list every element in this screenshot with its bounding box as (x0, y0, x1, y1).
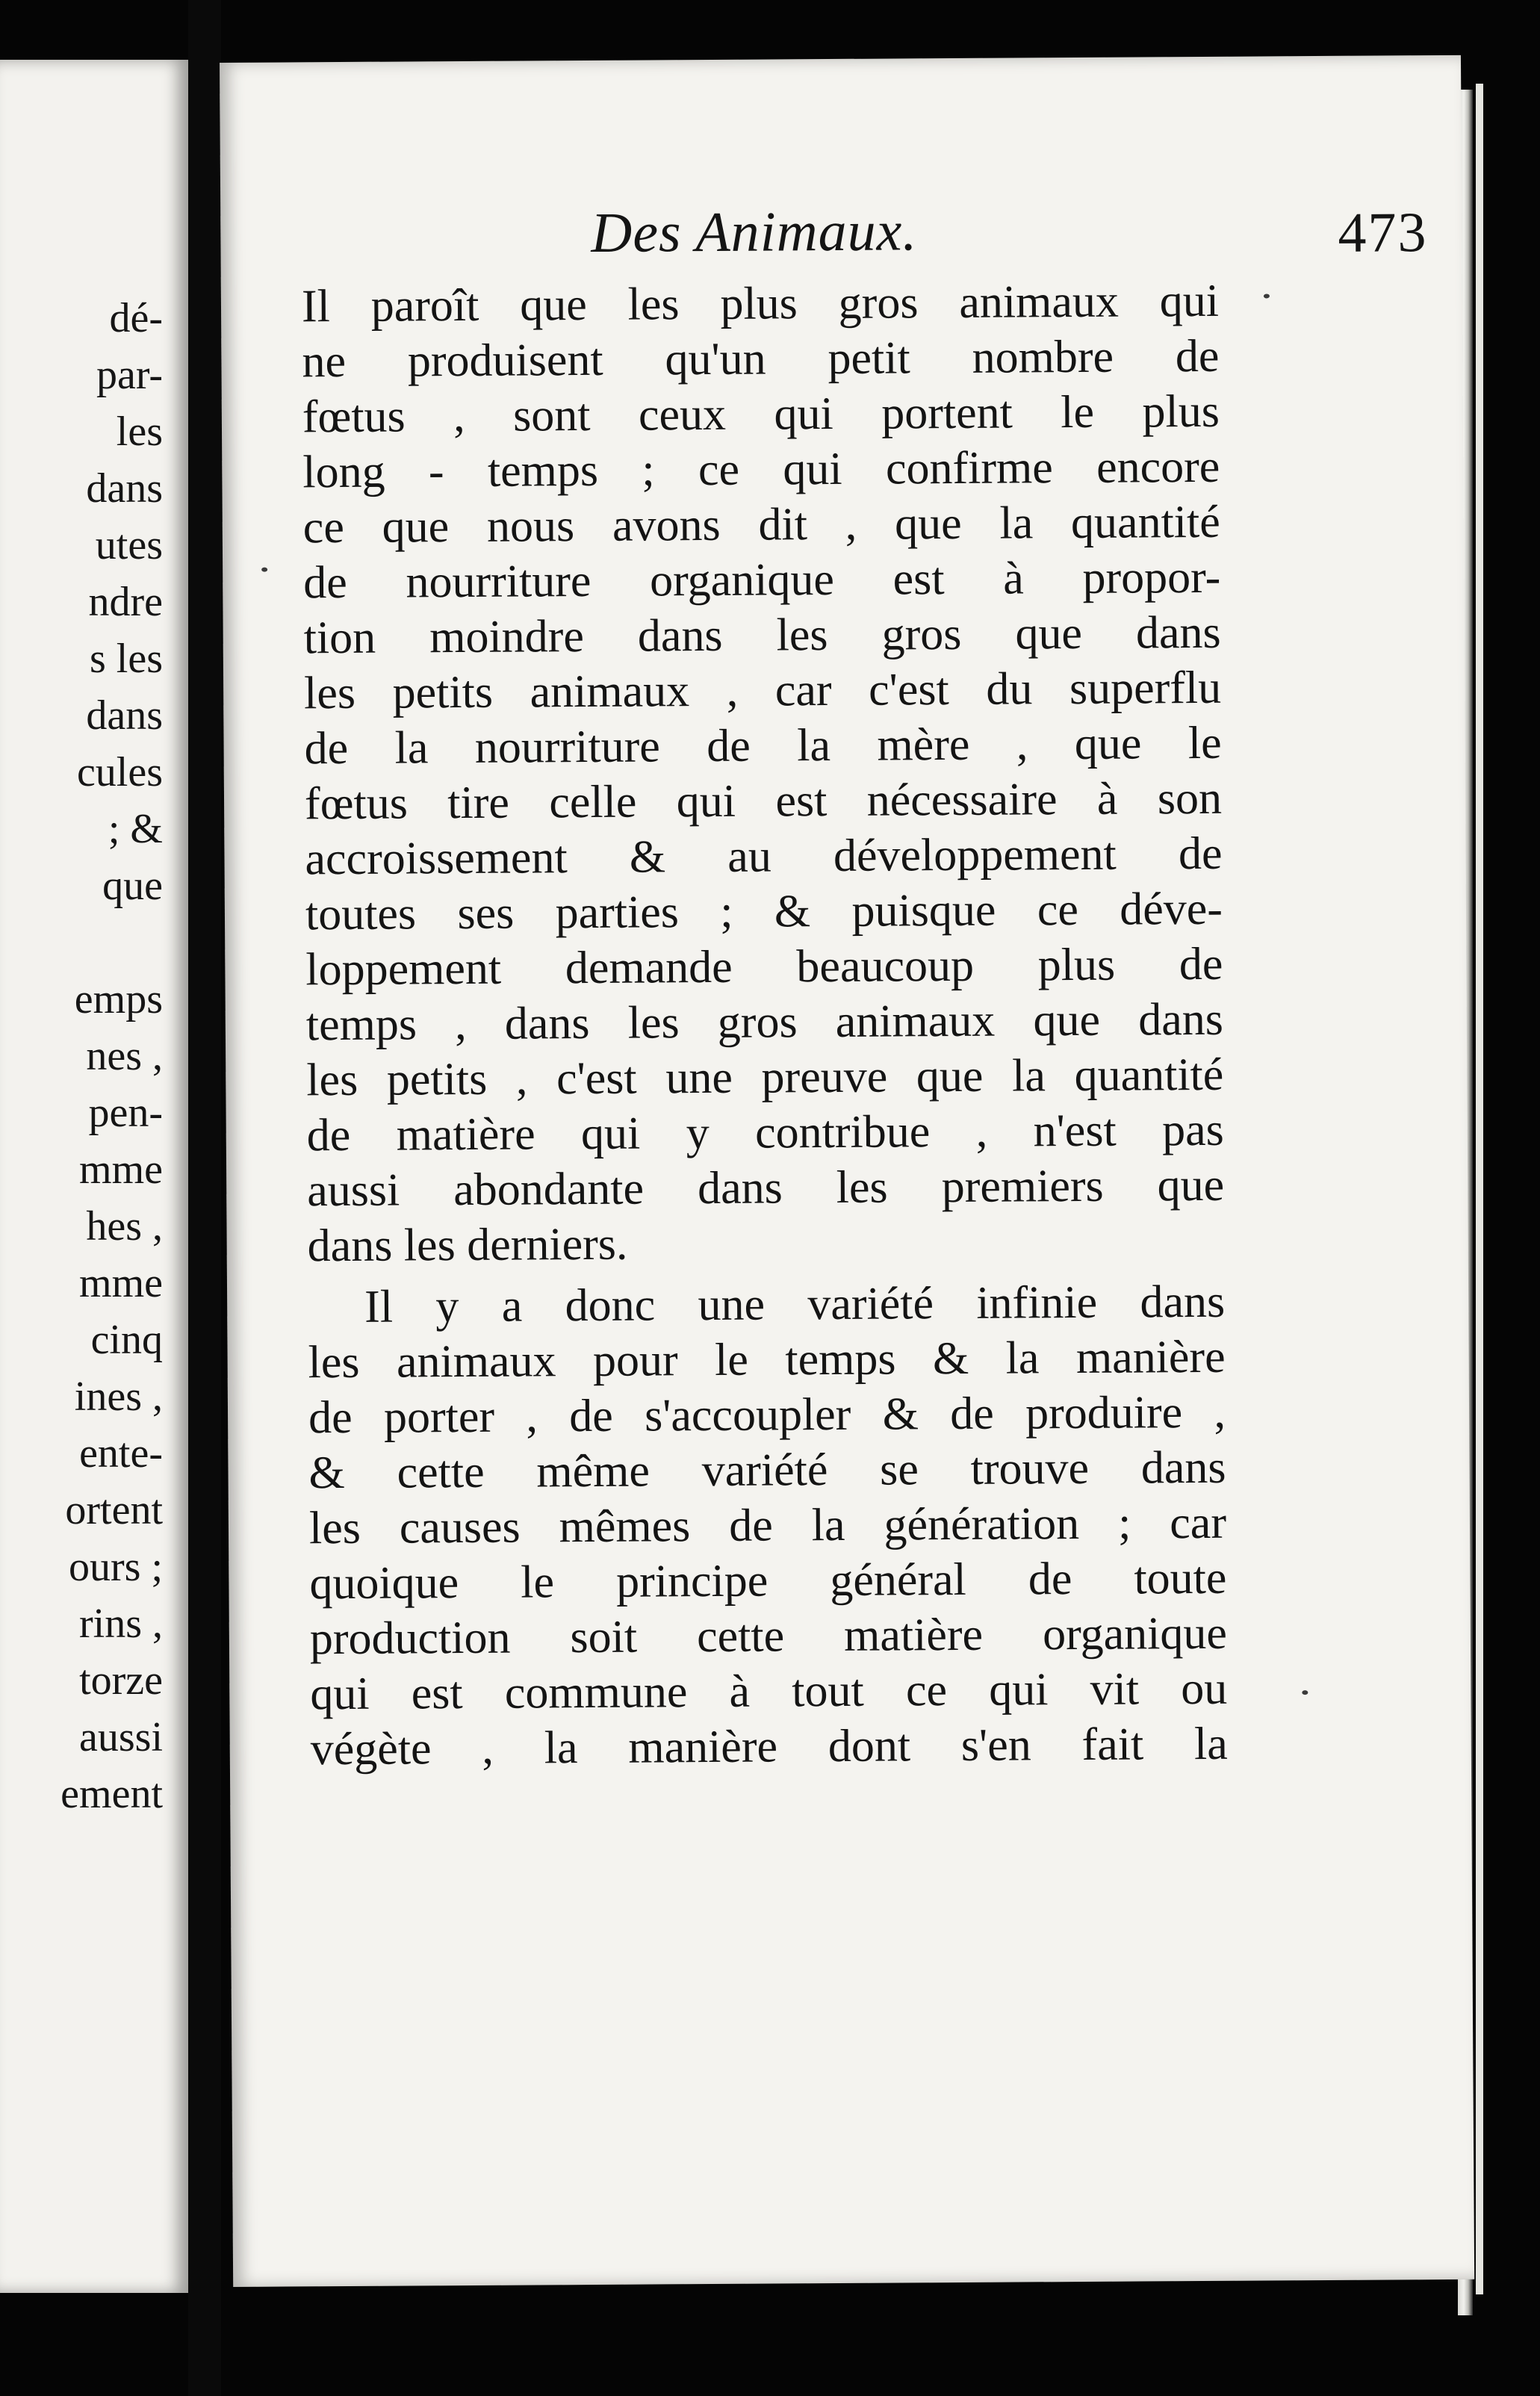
previous-page-line: s les (90, 636, 163, 682)
previous-page-line: dé- (109, 295, 163, 341)
text-line: les petits , c'est une preuve que la quantité (306, 1049, 1224, 1106)
running-head (591, 196, 1458, 283)
text-line: de matière qui y contribue , n'est pas (306, 1104, 1224, 1161)
previous-page-line: aussi (79, 1714, 163, 1760)
previous-page-line: ours ; (69, 1544, 163, 1590)
previous-page-line: emps (74, 976, 163, 1022)
text-line: aussi abondante dans les premiers que (307, 1159, 1225, 1217)
text-line: long - temps ; ce qui confirme encore (302, 441, 1220, 498)
ink-speck (1302, 1690, 1308, 1695)
previous-page-line: par- (96, 352, 163, 398)
paragraph-1 (302, 273, 1225, 1273)
running-head-title: Des Animaux. (591, 199, 918, 264)
text-line: les causes mêmes de la génération ; car (308, 1497, 1227, 1554)
text-line: production soit cette matière organique (309, 1607, 1228, 1665)
text-line: Il paroît que les plus gros animaux qui (301, 275, 1220, 332)
previous-page-line: ines , (74, 1374, 163, 1420)
book-gutter (188, 0, 221, 2396)
text-line: qui est commune à tout ce qui vit ou (310, 1663, 1228, 1720)
previous-page-line: ortent (65, 1487, 163, 1533)
page-edge (1476, 84, 1483, 2294)
text-line: dans les derniers. (307, 1218, 628, 1272)
text-line: fœtus tire celle qui est nécessaire à son (304, 772, 1223, 830)
text-line: ce que nous avons dit , que la quantité (302, 496, 1220, 553)
previous-page-line: nes , (86, 1033, 163, 1079)
text-line: quoique le principe général de toute (309, 1552, 1227, 1610)
text-line: fœtus , sont ceux qui portent le plus (302, 385, 1220, 443)
text-line: & cette même variété se trouve dans (308, 1441, 1226, 1499)
text-line: temps , dans les gros animaux que dans (305, 993, 1224, 1051)
previous-page-line: pen- (88, 1090, 163, 1136)
ink-speck (261, 568, 267, 572)
text-line: Il y a donc une variété infinie dans (364, 1276, 1226, 1332)
previous-page-line: mme (79, 1146, 163, 1193)
previous-page-line: ndre (88, 579, 163, 625)
previous-page-line: cinq (90, 1317, 163, 1363)
previous-page-line: utes (95, 522, 163, 568)
text-line: de porter , de s'accoupler & de produire , (308, 1386, 1226, 1444)
previous-page-line: mme (79, 1260, 163, 1306)
previous-page (0, 60, 188, 2293)
previous-page-line: hes , (86, 1203, 163, 1250)
text-line: végète , la manière dont s'en fait la (310, 1718, 1228, 1775)
previous-page-line: torze (79, 1657, 163, 1704)
text-line: tion moindre dans les gros que dans (303, 606, 1221, 664)
ink-speck (1264, 294, 1270, 298)
text-line: les animaux pour le temps & la manière (308, 1331, 1226, 1388)
body-text (302, 273, 1228, 1777)
text-line: loppement demande beaucoup plus de (305, 938, 1223, 996)
previous-page-line: ; & (108, 806, 163, 852)
previous-page-line: les (116, 409, 163, 455)
text-line: de la nourriture de la mère , que le (304, 717, 1222, 775)
text-line: de nourriture organique est à propor- (303, 551, 1221, 609)
previous-page-line: dans (86, 692, 163, 739)
text-line: les petits animaux , car c'est du superflu (303, 662, 1222, 719)
previous-page-line: dans (86, 465, 163, 512)
previous-page-line: ement (60, 1771, 163, 1817)
text-line: toutes ses parties ; & puisque ce déve- (305, 883, 1223, 940)
text-line: accroissement & au développement de (305, 828, 1223, 885)
paragraph-2 (308, 1274, 1228, 1777)
previous-page-line: que (102, 863, 163, 909)
page-number: 473 (1338, 201, 1428, 264)
text-line: ne produisent qu'un petit nombre de (302, 330, 1220, 388)
previous-page-line: rins , (79, 1601, 163, 1647)
previous-page-line: ente- (79, 1430, 163, 1477)
main-page (220, 55, 1474, 2287)
previous-page-line: cules (76, 749, 163, 795)
